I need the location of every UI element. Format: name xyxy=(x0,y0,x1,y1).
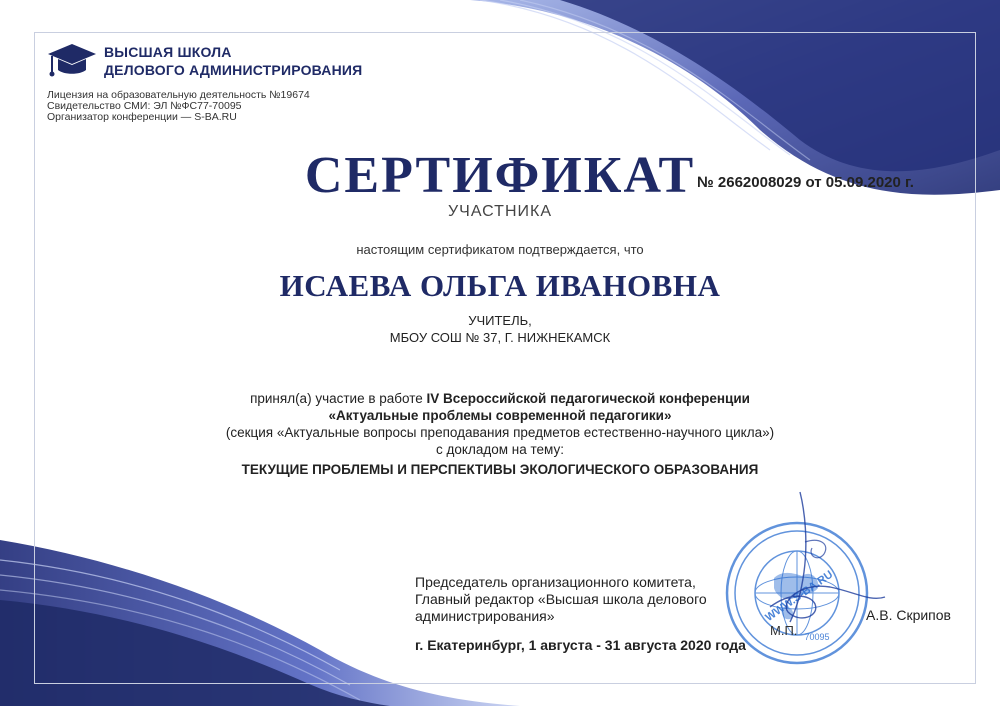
conference-line1-prefix: принял(а) участие в работе xyxy=(250,391,427,406)
conference-section: (секция «Актуальные вопросы преподавания предметов естественно-научного цикла») xyxy=(225,425,775,440)
signer-role-line2: Главный редактор «Высшая школа делового xyxy=(415,591,707,607)
org-name-line1: ВЫСШАЯ ШКОЛА xyxy=(104,44,232,60)
stamp-place-mark: М.П. xyxy=(770,623,798,638)
signer-name: А.В. Скрипов xyxy=(866,607,951,623)
license-text: Лицензия на образовательную деятельность №19674 xyxy=(47,89,310,101)
stamp-number: 70095 xyxy=(804,632,830,642)
recipient-position: УЧИТЕЛЬ, xyxy=(468,313,532,328)
org-name-line2: ДЕЛОВОГО АДМИНИСТРИРОВАНИЯ xyxy=(104,62,363,78)
certificate-subtitle: УЧАСТНИКА xyxy=(448,203,552,220)
conference-title: «Актуальные проблемы современной педагогики» xyxy=(328,408,672,423)
graduation-cap-icon xyxy=(44,42,100,82)
conference-report-intro: с докладом на тему: xyxy=(436,442,564,457)
report-title: ТЕКУЩИЕ ПРОБЛЕМЫ И ПЕРСПЕКТИВЫ ЭКОЛОГИЧЕСКОГО ОБРАЗОВАНИЯ xyxy=(241,462,759,477)
conference-line1 xyxy=(0,391,1000,406)
recipient-name: ИСАЕВА ОЛЬГА ИВАНОВНА xyxy=(279,268,721,303)
place-and-dates: г. Екатеринбург, 1 августа - 31 августа 2020 года xyxy=(415,637,746,653)
conference-line1-bold: IV Всероссийской педагогической конференции xyxy=(426,391,750,406)
confirm-text: настоящим сертификатом подтверждается, что xyxy=(356,242,644,257)
media-certificate-text: Свидетельство СМИ: ЭЛ №ФС77-70095 xyxy=(47,100,242,112)
signer-role-line1: Председатель организационного комитета, xyxy=(415,574,696,590)
signer-role-line3: администрирования» xyxy=(415,608,555,624)
recipient-school: МБОУ СОШ № 37, Г. НИЖНЕКАМСК xyxy=(389,330,611,345)
certificate-number: № 2662008029 от 05.09.2020 г. xyxy=(697,174,914,191)
certificate-title: СЕРТИФИКАТ xyxy=(304,147,696,204)
organizer-text: Организатор конференции — S-BA.RU xyxy=(47,111,237,123)
stamp-url: WWW.S-BA.RU xyxy=(763,568,836,624)
